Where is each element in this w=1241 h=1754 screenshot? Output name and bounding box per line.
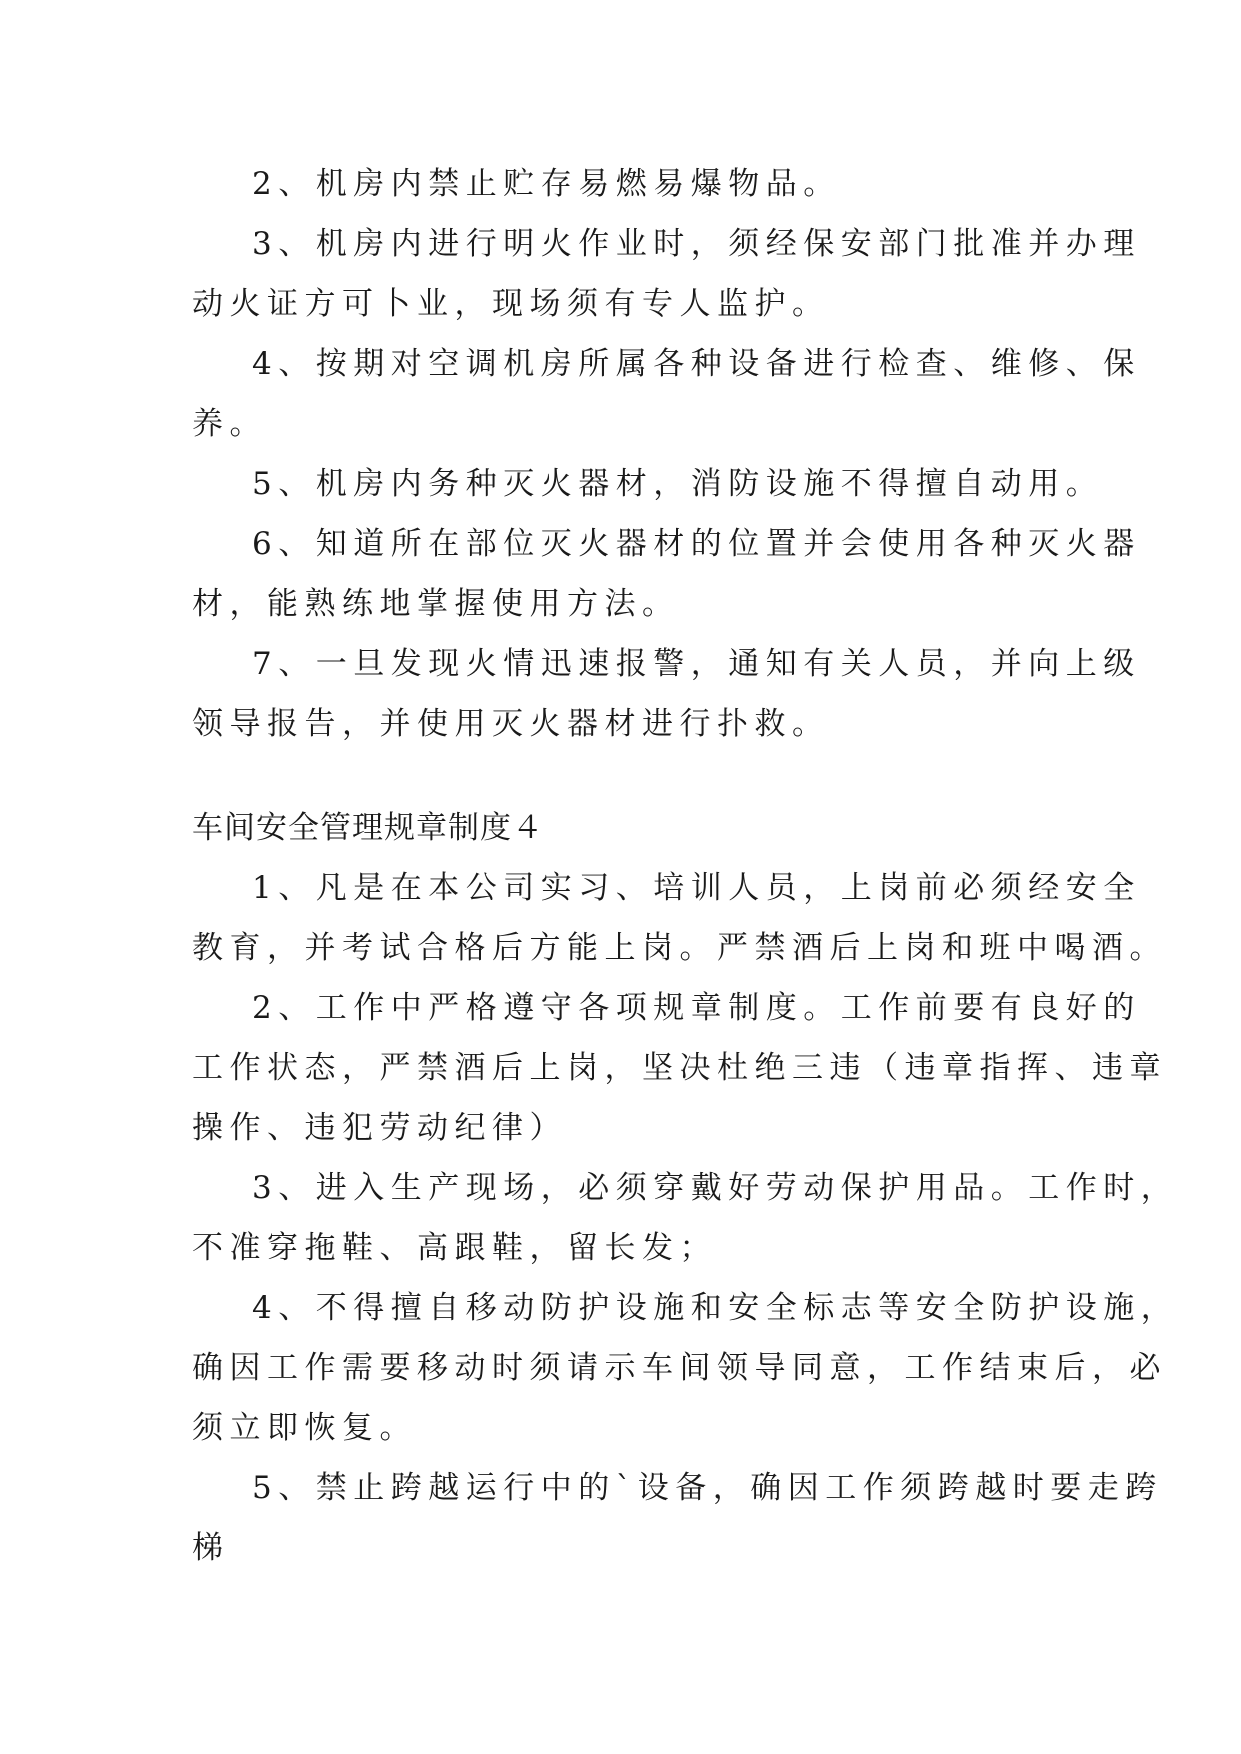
item-3-line-2: 动火证方可卜业，现场须有专人监护。 [192,286,830,322]
rule-2-line-2: 工作状态，严禁酒后上岗，坚决杜绝三违（违章指挥、违章 [192,1050,1167,1086]
section-heading: 车间安全管理规章制度４ [192,810,544,846]
rule-1-line-1: 1、凡是在本公司实习、培训人员，上岗前必须经安全 [252,870,1141,906]
item-7-line-1: 7、一旦发现火情迅速报警，通知有关人员，并向上级 [252,646,1141,682]
rule-4-line-3: 须立即恢复。 [192,1410,417,1446]
item-2-line-1: 2、机房内禁止贮存易燃易爆物品。 [252,166,841,202]
item-6-line-1: 6、知道所在部位灭火器材的位置并会使用各种灭火器 [252,526,1141,562]
item-7-line-2: 领导报告，并使用灭火器材进行扑救。 [192,706,830,742]
item-4-line-1: 4、按期对空调机房所属各种设备进行检查、维修、保 [252,346,1141,382]
rule-3-line-2: 不准穿拖鞋、高跟鞋，留长发； [192,1230,717,1266]
rule-2-line-1: 2、工作中严格遵守各项规章制度。工作前要有良好的 [252,990,1141,1026]
rule-1-line-2: 教育，并考试合格后方能上岗。严禁酒后上岗和班中喝酒。 [192,930,1167,966]
item-3-line-1: 3、机房内进行明火作业时，须经保安部门批准并办理 [252,226,1141,262]
rule-2-line-3: 操作、违犯劳动纪律） [192,1110,567,1146]
rule-5-line-2: 梯 [192,1530,230,1566]
rule-4-line-2: 确因工作需要移动时须请示车间领导同意，工作结束后，必 [192,1350,1167,1386]
rule-3-line-1: 3、进入生产现场，必须穿戴好劳动保护用品。工作时， [252,1170,1179,1206]
item-5-line-1: 5、机房内务种灭火器材，消防设施不得擅自动用。 [252,466,1104,502]
item-4-line-2: 养。 [192,406,267,442]
rule-4-line-1: 4、不得擅自移动防护设施和安全标志等安全防护设施， [252,1290,1179,1326]
item-6-line-2: 材，能熟练地掌握使用方法。 [192,586,680,622]
rule-5-line-1: 5、禁止跨越运行中的`设备，确因工作须跨越时要走跨 [252,1470,1163,1506]
